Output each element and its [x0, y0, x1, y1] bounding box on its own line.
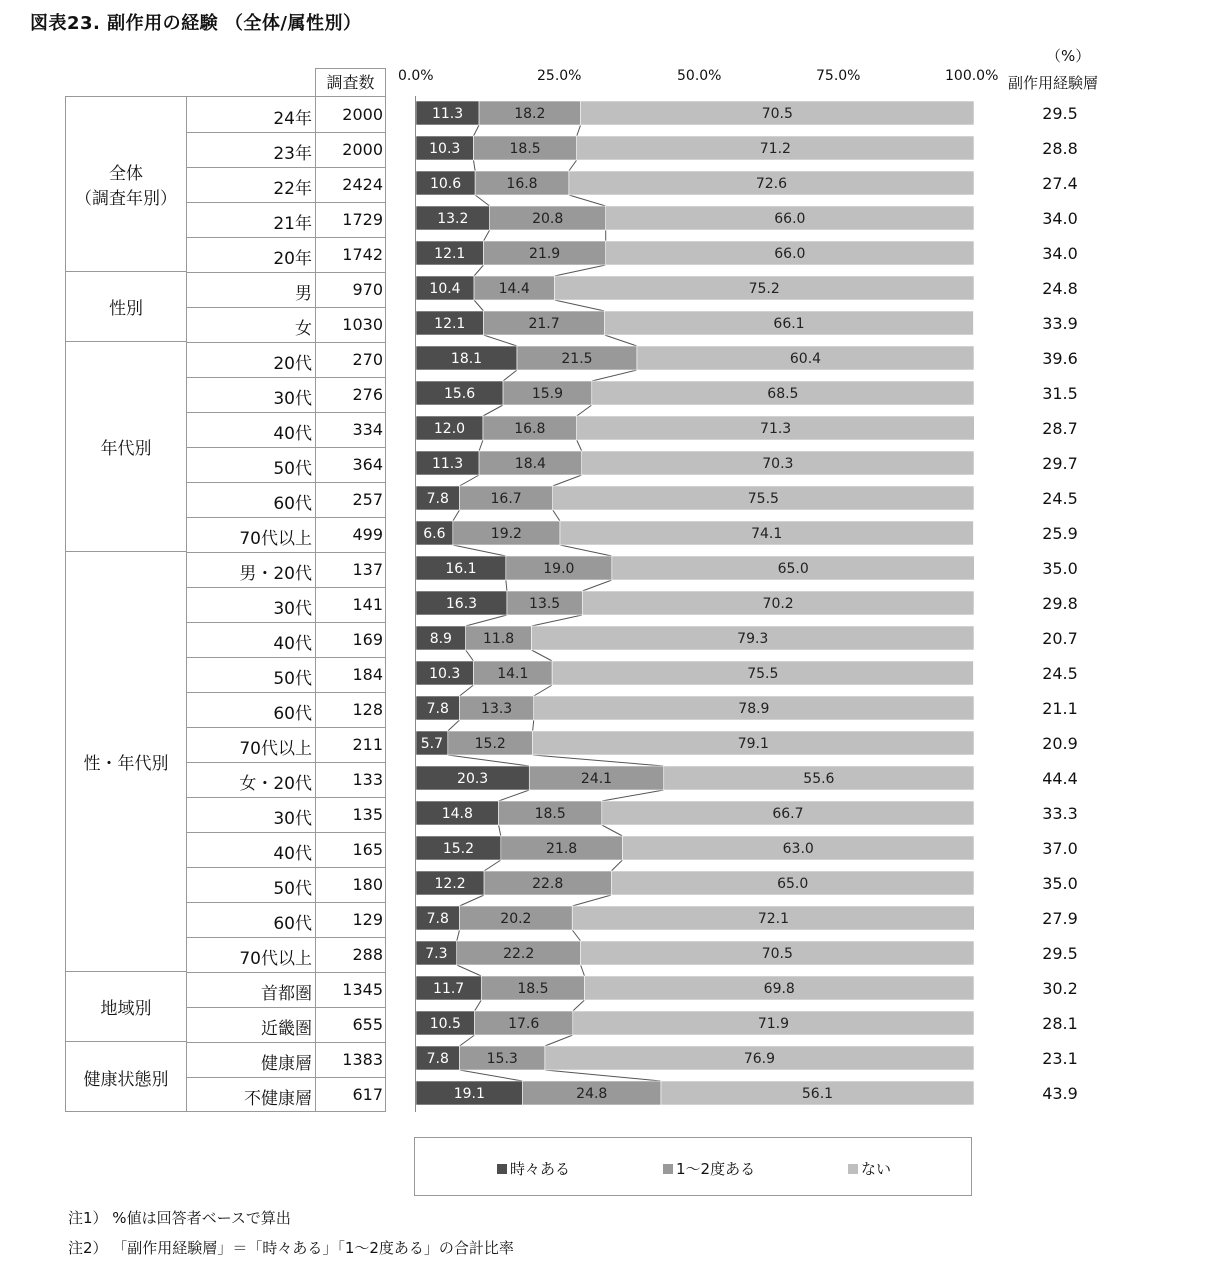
row-separator	[186, 307, 386, 308]
data-label: 12.2	[434, 876, 466, 892]
data-label: 18.2	[514, 106, 546, 122]
row-separator	[186, 727, 386, 728]
data-label: 13.5	[529, 596, 561, 612]
series-connector-line	[484, 230, 490, 241]
sample-size: 2000	[342, 105, 383, 124]
data-label: 7.8	[426, 701, 449, 717]
legend-swatch	[497, 1164, 507, 1174]
data-label: 76.9	[743, 1051, 776, 1067]
data-label: 14.1	[497, 666, 529, 682]
series-connector-line	[553, 510, 560, 521]
experience-total-value: 28.8	[1042, 139, 1078, 158]
data-label: 56.1	[801, 1086, 834, 1102]
data-label: 65.0	[777, 876, 809, 892]
data-label: 11.8	[482, 631, 515, 647]
group-label: 健康状態別	[83, 1069, 169, 1090]
data-label: 75.2	[748, 281, 780, 297]
unit-label: （%）	[1046, 47, 1091, 65]
category-label: 70代以上	[239, 949, 312, 969]
series-connector-line	[484, 860, 501, 871]
category-label: 50代	[273, 459, 312, 479]
category-label: 23年	[273, 144, 312, 164]
series-connector-line	[460, 685, 474, 696]
data-label: 66.0	[774, 211, 806, 227]
category-label: 30代	[273, 389, 312, 409]
series-connector-line	[473, 160, 475, 171]
data-label: 71.9	[757, 1016, 789, 1032]
series-connector-line	[553, 475, 582, 486]
sample-size: 184	[352, 665, 383, 684]
experience-total-value: 35.0	[1042, 874, 1078, 893]
experience-total-value: 35.0	[1042, 559, 1078, 578]
legend	[414, 1137, 972, 1196]
series-connector-line	[545, 1070, 661, 1081]
data-label: 79.3	[737, 631, 769, 647]
category-label: 60代	[273, 704, 312, 724]
data-label: 66.1	[773, 316, 805, 332]
data-label: 65.0	[777, 561, 809, 577]
series-connector-line	[545, 1035, 573, 1046]
category-label: 不健康層	[244, 1089, 312, 1109]
data-label: 7.8	[426, 911, 449, 927]
data-label: 18.5	[534, 806, 566, 822]
x-tick-label: 25.0%	[537, 68, 582, 84]
row-separator	[186, 1077, 386, 1078]
series-connector-line	[479, 440, 483, 451]
note-1: 注1） %値は回答者ベースで算出	[68, 1209, 291, 1227]
category-label: 女・20代	[239, 774, 312, 794]
category-label: 60代	[273, 914, 312, 934]
series-connector-line	[453, 510, 460, 521]
group-label: 性別	[66, 272, 186, 342]
data-label: 7.8	[426, 491, 449, 507]
experience-total-value: 24.5	[1042, 664, 1078, 683]
sample-size: 617	[352, 1085, 383, 1104]
series-connector-line	[460, 1070, 523, 1081]
data-label: 71.3	[760, 421, 792, 437]
data-label: 70.5	[761, 106, 793, 122]
sample-size: 655	[352, 1015, 383, 1034]
sample-size: 1030	[342, 315, 383, 334]
series-connector-line	[473, 125, 479, 136]
legend-item-often	[497, 1158, 570, 1179]
chart-title: 図表23. 副作用の経験 （全体/属性別）	[30, 13, 362, 34]
experience-total-value: 28.1	[1042, 1014, 1078, 1033]
row-separator	[186, 482, 386, 483]
sample-size: 129	[352, 910, 383, 929]
experience-total-value: 31.5	[1042, 384, 1078, 403]
legend-item-never	[848, 1158, 891, 1179]
series-connector-line	[602, 790, 664, 801]
series-connector-line	[554, 300, 604, 311]
row-separator	[186, 1007, 386, 1008]
data-label: 7.3	[425, 946, 448, 962]
experience-total-value: 29.7	[1042, 454, 1078, 473]
experience-total-value: 34.0	[1042, 244, 1078, 263]
row-separator	[186, 132, 386, 133]
data-label: 15.2	[474, 736, 506, 752]
data-label: 11.3	[431, 106, 464, 122]
data-label: 69.8	[763, 981, 795, 997]
category-label: 女	[295, 319, 312, 339]
series-connector-line	[577, 125, 581, 136]
category-table	[65, 96, 386, 1112]
data-label: 78.9	[738, 701, 770, 717]
category-label: 30代	[273, 599, 312, 619]
sample-size: 334	[352, 420, 383, 439]
experience-total-value: 27.4	[1042, 174, 1078, 193]
series-connector-line	[483, 405, 503, 416]
data-label: 19.0	[543, 561, 575, 577]
data-label: 15.9	[531, 386, 563, 402]
data-label: 66.0	[774, 246, 806, 262]
series-connector-line	[457, 965, 482, 976]
data-label: 8.9	[429, 631, 452, 647]
series-connector-line	[605, 335, 637, 346]
legend-label: ない	[861, 1160, 892, 1178]
row-separator	[186, 342, 386, 343]
experience-total-value: 30.2	[1042, 979, 1078, 998]
experience-total-value: 43.9	[1042, 1084, 1078, 1103]
data-label: 79.1	[737, 736, 769, 752]
category-label: 50代	[273, 669, 312, 689]
series-connector-line	[572, 930, 580, 941]
experience-total-value: 29.8	[1042, 594, 1078, 613]
series-connector-line	[611, 860, 622, 871]
data-label: 6.6	[423, 526, 446, 542]
series-connector-line	[581, 965, 585, 976]
data-label: 16.7	[490, 491, 522, 507]
row-separator	[186, 272, 386, 273]
category-label: 21年	[273, 214, 312, 234]
series-connector-line	[582, 580, 612, 591]
sample-size: 364	[352, 455, 383, 474]
row-separator	[186, 587, 386, 588]
series-connector-line	[503, 370, 517, 381]
category-label: 50代	[273, 879, 312, 899]
data-label: 10.3	[429, 666, 461, 682]
data-label: 17.6	[508, 1016, 540, 1032]
data-label: 16.1	[445, 561, 477, 577]
sample-size: 1345	[342, 980, 383, 999]
data-label: 18.1	[450, 351, 483, 367]
data-label: 21.5	[561, 351, 593, 367]
row-separator	[186, 517, 386, 518]
series-connector-line	[466, 650, 474, 661]
data-label: 18.4	[514, 456, 546, 472]
data-label: 15.3	[486, 1051, 518, 1067]
data-label: 20.2	[500, 911, 532, 927]
experience-total-value: 29.5	[1042, 944, 1078, 963]
stacked-bar-chart	[416, 96, 974, 1112]
series-connector-line	[602, 825, 623, 836]
row-separator	[186, 447, 386, 448]
series-connector-line	[506, 580, 507, 591]
row-separator	[186, 867, 386, 868]
data-label: 20.3	[457, 771, 489, 787]
sample-size: 1383	[342, 1050, 383, 1069]
series-connector-line	[448, 720, 460, 731]
legend-label: 1～2度ある	[676, 1160, 756, 1178]
category-label: 70代以上	[239, 529, 312, 549]
data-label: 22.8	[532, 876, 564, 892]
data-label: 72.1	[757, 911, 789, 927]
data-label: 18.5	[509, 141, 541, 157]
row-separator	[186, 902, 386, 903]
data-label: 24.1	[580, 771, 613, 787]
row-separator	[186, 622, 386, 623]
series-connector-line	[560, 545, 612, 556]
series-connector-line	[460, 895, 485, 906]
sample-size: 2000	[342, 140, 383, 159]
data-label: 10.4	[429, 281, 461, 297]
series-connector-line	[569, 195, 606, 206]
legend-swatch	[848, 1164, 858, 1174]
data-label: 13.3	[481, 701, 513, 717]
series-connector-line	[448, 755, 529, 766]
plot-area	[415, 96, 974, 1112]
sample-size: 165	[352, 840, 383, 859]
category-label: 首都圏	[261, 984, 312, 1004]
legend-item-once-twice	[663, 1158, 755, 1179]
experience-total-value: 23.1	[1042, 1049, 1078, 1068]
series-connector-line	[533, 720, 534, 731]
series-connector-line	[499, 825, 501, 836]
x-tick-label: 100.0%	[945, 68, 999, 84]
experience-total-value: 24.5	[1042, 489, 1078, 508]
data-label: 70.3	[762, 456, 794, 472]
row-separator	[186, 202, 386, 203]
data-label: 71.2	[759, 141, 791, 157]
data-label: 16.3	[445, 596, 478, 612]
data-label: 21.7	[528, 316, 560, 332]
data-label: 70.2	[762, 596, 794, 612]
data-label: 70.5	[761, 946, 793, 962]
experience-total-value: 33.3	[1042, 804, 1078, 823]
series-connector-line	[532, 650, 553, 661]
data-label: 63.0	[782, 841, 814, 857]
series-connector-line	[499, 790, 530, 801]
data-label: 19.2	[490, 526, 522, 542]
series-connector-line	[484, 335, 517, 346]
experience-total-value: 28.7	[1042, 419, 1078, 438]
experience-total-value: 20.7	[1042, 629, 1078, 648]
sample-size: 135	[352, 805, 383, 824]
data-label: 13.2	[437, 211, 469, 227]
series-connector-line	[577, 440, 582, 451]
data-label: 22.2	[503, 946, 535, 962]
series-connector-line	[474, 300, 483, 311]
sample-size: 211	[352, 735, 383, 754]
sample-size: 180	[352, 875, 383, 894]
experience-total-value: 33.9	[1042, 314, 1078, 333]
experience-total-value: 21.1	[1042, 699, 1078, 718]
data-label: 21.9	[529, 246, 561, 262]
group-label: 年代別	[66, 342, 186, 552]
series-connector-line	[534, 685, 552, 696]
series-connector-line	[532, 615, 583, 626]
sample-size: 2424	[342, 175, 383, 194]
series-connector-line	[460, 1035, 475, 1046]
sample-size-header: 調査数	[315, 68, 386, 96]
series-connector-line	[533, 755, 664, 766]
data-label: 20.8	[532, 211, 564, 227]
sample-size: 288	[352, 945, 383, 964]
row-separator	[186, 167, 386, 168]
experience-total-value: 20.9	[1042, 734, 1078, 753]
data-label: 18.5	[517, 981, 549, 997]
experience-total-value: 29.5	[1042, 104, 1078, 123]
group-label: 地域別	[66, 972, 186, 1042]
sample-size: 128	[352, 700, 383, 719]
data-label: 12.1	[434, 246, 466, 262]
data-label: 60.4	[789, 351, 822, 367]
legend-label: 時々ある	[510, 1160, 571, 1178]
sample-size: 137	[352, 560, 383, 579]
data-label: 19.1	[453, 1086, 485, 1102]
data-label: 15.2	[442, 841, 474, 857]
sample-size: 141	[352, 595, 383, 614]
series-connector-line	[460, 475, 480, 486]
row-separator	[186, 832, 386, 833]
experience-total-value: 39.6	[1042, 349, 1078, 368]
category-label: 30代	[273, 809, 312, 829]
experience-total-header: 副作用経験層	[1008, 74, 1099, 92]
series-connector-line	[453, 545, 506, 556]
experience-total-value: 24.8	[1042, 279, 1078, 298]
category-label: 60代	[273, 494, 312, 514]
series-connector-line	[573, 1000, 585, 1011]
category-label: 男・20代	[239, 564, 312, 584]
series-connector-line	[572, 895, 611, 906]
experience-total-value: 25.9	[1042, 524, 1078, 543]
data-label: 21.8	[546, 841, 578, 857]
data-label: 10.5	[429, 1016, 461, 1032]
data-label: 55.6	[803, 771, 835, 787]
row-separator	[186, 937, 386, 938]
series-connector-line	[474, 265, 483, 276]
category-label: 20年	[273, 249, 312, 269]
series-connector-line	[475, 1000, 482, 1011]
data-label: 11.3	[431, 456, 464, 472]
data-label: 14.4	[498, 281, 530, 297]
series-connector-line	[475, 195, 490, 206]
data-label: 11.7	[433, 981, 465, 997]
data-label: 68.5	[767, 386, 799, 402]
data-label: 74.1	[751, 526, 783, 542]
legend-swatch	[663, 1164, 673, 1174]
sample-size: 257	[352, 490, 383, 509]
data-label: 12.0	[433, 421, 466, 437]
data-label: 16.8	[514, 421, 546, 437]
sample-size: 970	[352, 280, 383, 299]
row-separator	[186, 552, 386, 553]
row-separator	[186, 412, 386, 413]
x-tick-label: 75.0%	[816, 68, 861, 84]
row-separator	[186, 972, 386, 973]
data-label: 10.3	[429, 141, 461, 157]
row-separator	[186, 377, 386, 378]
row-separator	[186, 1042, 386, 1043]
sample-size: 276	[352, 385, 383, 404]
data-label: 14.8	[441, 806, 473, 822]
category-label: 近畿圏	[261, 1019, 312, 1039]
series-connector-line	[466, 615, 507, 626]
category-label: 40代	[273, 844, 312, 864]
series-connector-line	[457, 930, 460, 941]
sample-size: 1742	[342, 245, 383, 264]
x-tick-label: 0.0%	[398, 68, 434, 84]
series-connector-line	[592, 370, 637, 381]
category-label: 健康層	[261, 1054, 312, 1074]
group-label: 性・年代別	[66, 552, 186, 972]
data-label: 72.6	[755, 176, 788, 192]
table-divider	[186, 97, 187, 1111]
sample-size: 169	[352, 630, 383, 649]
experience-total-value: 44.4	[1042, 769, 1078, 788]
series-connector-line	[569, 160, 577, 171]
data-label: 16.8	[506, 176, 538, 192]
row-separator	[186, 657, 386, 658]
data-label: 10.6	[429, 176, 462, 192]
data-label: 24.8	[576, 1086, 608, 1102]
data-label: 15.6	[443, 386, 476, 402]
row-separator	[186, 762, 386, 763]
data-label: 75.5	[747, 666, 779, 682]
table-divider	[315, 97, 316, 1111]
sample-size: 133	[352, 770, 383, 789]
data-label: 12.1	[434, 316, 466, 332]
group-label: 全体 （調査年別）	[66, 97, 186, 272]
category-label: 男	[295, 284, 312, 304]
data-label: 7.8	[426, 1051, 449, 1067]
experience-total-value: 34.0	[1042, 209, 1078, 228]
experience-total-value: 37.0	[1042, 839, 1078, 858]
note-2: 注2） 「副作用経験層」＝「時々ある」「1～2度ある」の合計比率	[68, 1239, 514, 1257]
row-separator	[186, 797, 386, 798]
category-label: 20代	[273, 354, 312, 374]
category-label: 70代以上	[239, 739, 312, 759]
category-label: 24年	[273, 109, 312, 129]
series-connector-line	[554, 265, 605, 276]
sample-size: 1729	[342, 210, 383, 229]
row-separator	[186, 692, 386, 693]
row-separator	[186, 237, 386, 238]
category-label: 22年	[273, 179, 312, 199]
experience-total-value: 27.9	[1042, 909, 1078, 928]
category-label: 40代	[273, 424, 312, 444]
series-connector-line	[577, 405, 592, 416]
data-label: 66.7	[772, 806, 804, 822]
data-label: 75.5	[747, 491, 779, 507]
category-label: 40代	[273, 634, 312, 654]
sample-size: 499	[352, 525, 383, 544]
x-tick-label: 50.0%	[677, 68, 722, 84]
data-label: 5.7	[420, 736, 444, 752]
sample-size: 270	[352, 350, 383, 369]
